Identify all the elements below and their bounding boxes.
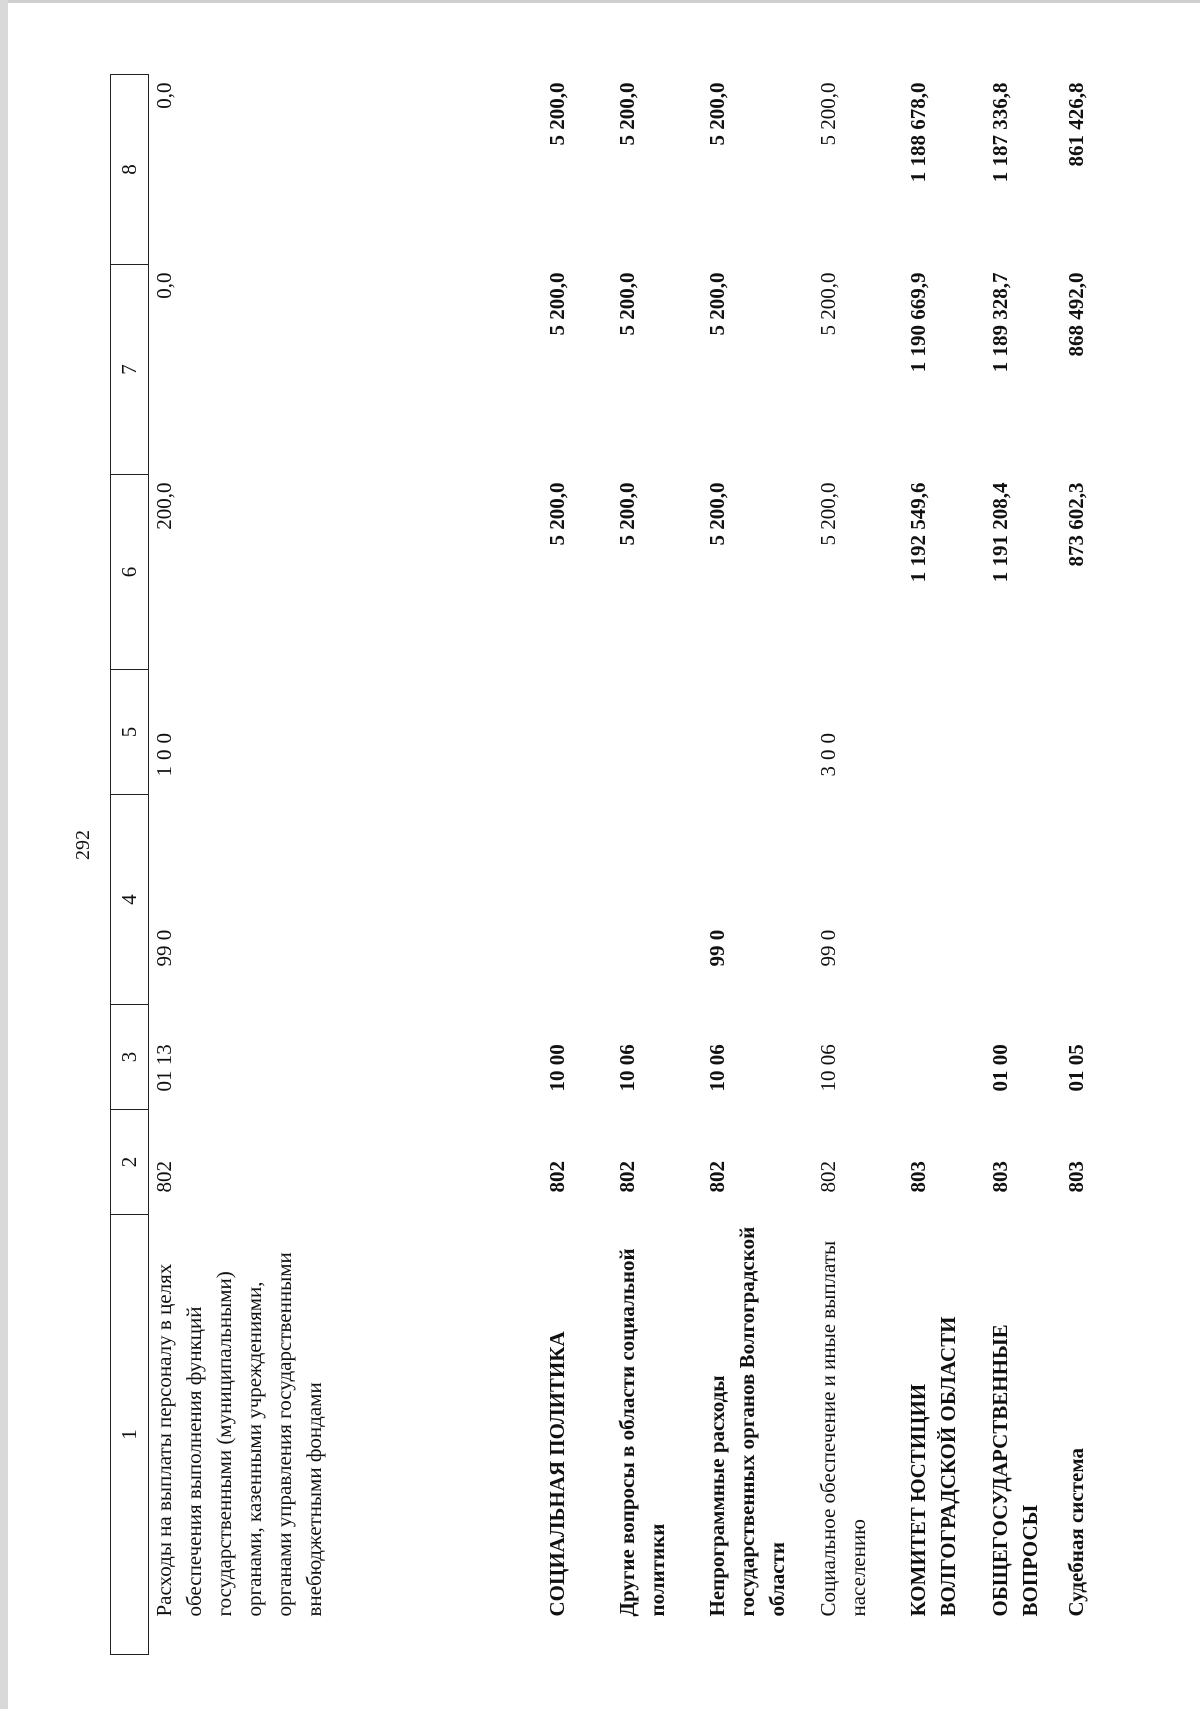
row-code-admin: 802 [614, 1161, 639, 1193]
row-name: Расходы на выплаты персоналу в целях обеспечения выполнения функций государственными (муниципальными) органами, казенными учреждениями, органами управления государственными внебюджетными фондами [152, 1252, 326, 1617]
row-value-year3: 5 200,0 [544, 82, 569, 146]
row-value-year1: 5 200,0 [614, 482, 639, 546]
page-number: 292 [72, 830, 94, 860]
row-code-section: 01 05 [1063, 1044, 1088, 1092]
row-value-year2: 5 200,0 [815, 272, 840, 336]
header-col-8: 8 [111, 75, 149, 265]
row-code-section: 01 13 [152, 1044, 176, 1092]
row-value-year2: 1 190 669,9 [905, 272, 930, 373]
row-code-target [903, 795, 985, 1005]
row-value-year2: 868 492,0 [1063, 272, 1088, 357]
row-value-year3: 5 200,0 [815, 82, 840, 146]
row-code-admin: 802 [815, 1161, 840, 1193]
table-row [903, 75, 985, 1655]
row-value-year1: 1 191 208,4 [987, 482, 1012, 583]
row-value-year3: 861 426,8 [1063, 82, 1088, 167]
row-name: Непрограммные расходы государственных органов Волгоградской области [704, 1226, 789, 1617]
row-value-year1: 200,0 [152, 482, 176, 530]
row-name: ОБЩЕГОСУДАРСТВЕННЫЕ ВОПРОСЫ [987, 1324, 1042, 1617]
rotated-table-container [110, 75, 1160, 1655]
row-code-section: 10 06 [815, 1044, 840, 1092]
table-row [702, 75, 813, 1655]
row-code-admin: 802 [152, 1161, 176, 1193]
row-name: Судебная система [1063, 1447, 1088, 1617]
row-name: КОМИТЕТ ЮСТИЦИИ ВОЛГОГРАДСКОЙ ОБЛАСТИ [905, 1316, 960, 1617]
row-value-year3: 1 188 678,0 [905, 82, 930, 183]
row-code-target: 99 0 [152, 929, 176, 967]
row-code-target [612, 795, 702, 1005]
row-value-year1: 1 192 549,6 [905, 482, 930, 583]
row-code-admin: 802 [544, 1161, 569, 1193]
table-row [813, 75, 903, 1655]
row-code-target: 99 0 [815, 929, 840, 967]
row-value-year1: 5 200,0 [544, 482, 569, 546]
header-col-6: 6 [111, 475, 149, 670]
row-value-year2: 5 200,0 [704, 272, 729, 336]
table-body [149, 75, 1121, 1655]
row-value-year2: 0,0 [152, 272, 176, 299]
header-col-4: 4 [111, 795, 149, 1005]
row-name: Социальное обеспечение и иные выплаты населению [815, 1240, 870, 1617]
scan-top-edge [0, 0, 1200, 3]
row-code-expense-type [985, 670, 1061, 795]
row-code-section: 10 00 [544, 1044, 569, 1092]
table-row [1061, 75, 1121, 1655]
row-code-expense-type [612, 670, 702, 795]
header-col-7: 7 [111, 265, 149, 475]
row-value-year1: 5 200,0 [815, 482, 840, 546]
row-value-year2: 5 200,0 [544, 272, 569, 336]
row-value-year3: 1 187 336,8 [987, 82, 1012, 183]
row-code-target [985, 795, 1061, 1005]
row-code-section [903, 1005, 985, 1110]
row-name: Другие вопросы в области социальной политики [614, 1248, 669, 1617]
row-code-section: 01 00 [987, 1044, 1012, 1092]
row-code-expense-type [903, 670, 985, 795]
row-code-admin: 803 [905, 1161, 930, 1193]
row-code-section: 10 06 [704, 1044, 729, 1092]
header-col-3: 3 [111, 1005, 149, 1110]
row-code-target [542, 795, 612, 1005]
row-value-year3: 0,0 [152, 82, 176, 109]
row-value-year1: 5 200,0 [704, 482, 729, 546]
row-value-year1: 873 602,3 [1063, 482, 1088, 567]
row-name: СОЦИАЛЬНАЯ ПОЛИТИКА [544, 1331, 569, 1617]
row-value-year2: 1 189 328,7 [987, 272, 1012, 373]
header-col-1: 1 [111, 1215, 149, 1655]
budget-table [110, 74, 1121, 1655]
row-value-year3: 5 200,0 [614, 82, 639, 146]
row-code-section: 10 06 [614, 1044, 639, 1092]
row-code-expense-type: 100 [152, 727, 176, 777]
row-code-expense-type [1061, 670, 1121, 795]
table-row [149, 75, 542, 1655]
row-code-expense-type [702, 670, 813, 795]
row-value-year2: 5 200,0 [614, 272, 639, 336]
header-row [111, 75, 149, 1655]
row-code-target [1061, 795, 1121, 1005]
row-code-admin: 803 [987, 1161, 1012, 1193]
row-code-target: 99 0 [704, 929, 729, 967]
row-code-expense-type: 300 [815, 727, 840, 777]
row-value-year3: 5 200,0 [704, 82, 729, 146]
header-col-2: 2 [111, 1110, 149, 1215]
table-row [612, 75, 702, 1655]
row-code-admin: 802 [704, 1161, 729, 1193]
row-code-admin: 803 [1063, 1161, 1088, 1193]
row-code-expense-type [542, 670, 612, 795]
scan-left-edge [0, 0, 8, 1709]
header-col-5: 5 [111, 670, 149, 795]
table-row [985, 75, 1061, 1655]
table-row [542, 75, 612, 1655]
